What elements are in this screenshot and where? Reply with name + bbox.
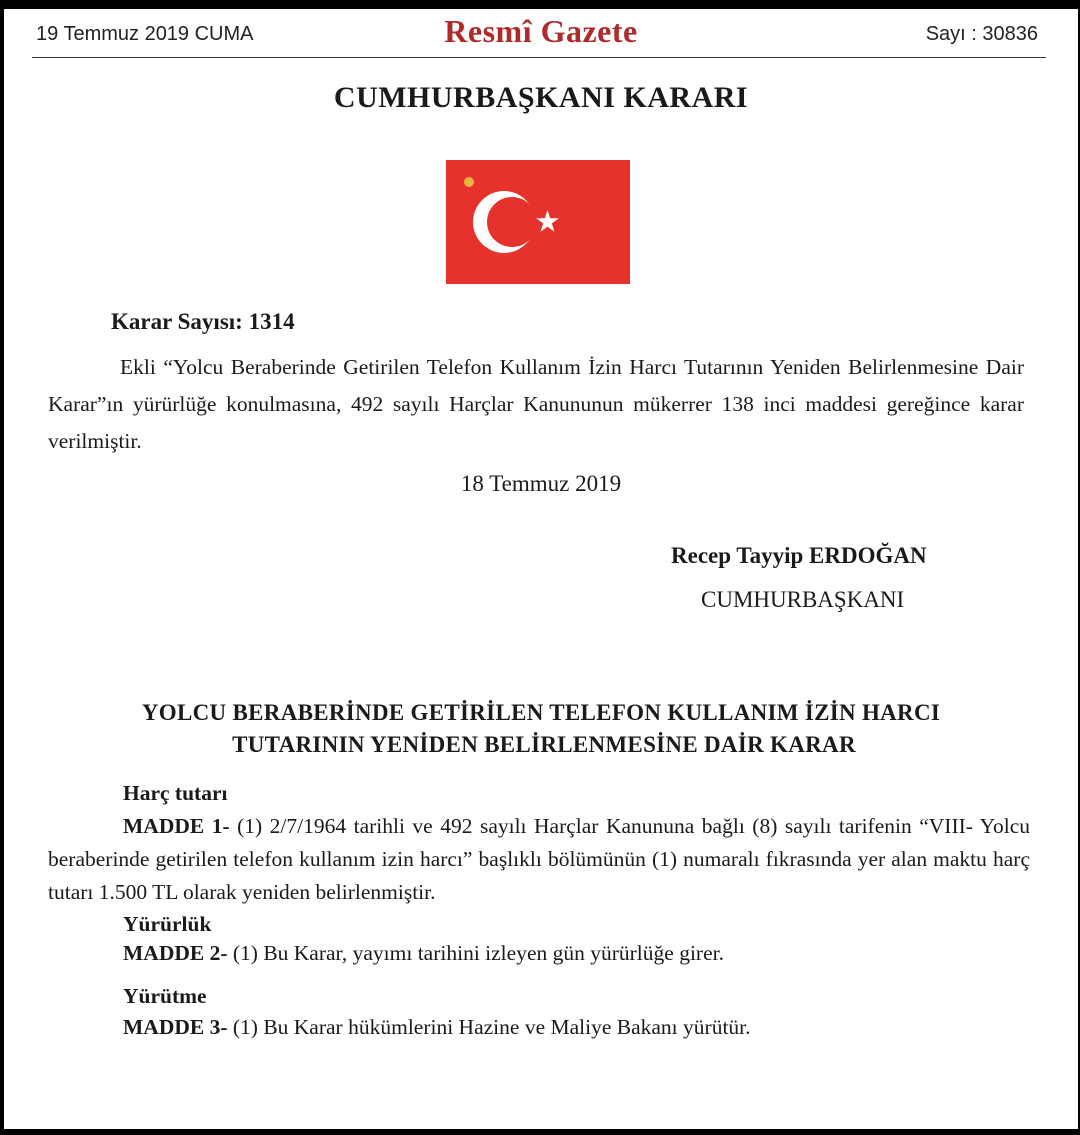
annex-title-line-1: YOLCU BERABERİNDE GETİRİLEN TELEFON KULLANIM İZİN HARCI [141,700,941,725]
article-3-body: (1) Bu Karar hükümlerini Hazine ve Maliye Bakanı yürütür. [227,1015,751,1039]
article-1-heading: Harç tutarı [123,781,228,805]
decree-preamble: Ekli “Yolcu Beraberinde Getirilen Telefon Kullanım İzin Harcı Tutarının Yeniden Belirlenmesine Dair Karar”ın yürürlüğe konulmasına, 492 sayılı Harçlar Kanununun mükerrer 138 inci maddesi gereğince karar verilmiştir. [48,355,1024,453]
article-3-label: MADDE 3- [123,1015,228,1039]
annex-title-line-2: TUTARININ YENİDEN BELİRLENMESİNE DAİR KARAR [232,732,856,757]
gazette-page [4,9,1078,1129]
article-1-body: (1) 2/7/1964 tarihli ve 492 sayılı Harçlar Kanununa bağlı (8) sayılı tarifenin “VIII- Yolcu beraberinde getirilen telefon kullanım izin harcı” başlıklı bölümünün (1) numaralı fıkrasında yer alan maktu harç tutarı 1.500 TL olarak yeniden belirlenmiştir. [48,814,1031,904]
decree-number: Karar Sayısı: 1314 [111,309,295,334]
masthead-issue-number: Sayı : 30836 [925,23,1038,45]
article-2-body: (1) Bu Karar, yayımı tarihini izleyen gün yürürlüğe girer. [227,941,724,965]
article-1-label: MADDE 1- [123,814,230,838]
article-2-label: MADDE 2- [123,941,228,965]
article-2-heading: Yürürlük [123,912,212,936]
flag-accent-dot [464,177,474,187]
decree-date: 18 Temmuz 2019 [460,471,622,496]
signatory-name: Recep Tayyip ERDOĞAN [671,543,927,568]
turkish-flag-icon [446,160,630,284]
masthead-title: Resmî Gazete [444,13,638,49]
signatory-title: CUMHURBAŞKANI [701,587,905,612]
article-3-text [48,1011,1030,1044]
masthead-date: 19 Temmuz 2019 CUMA [36,23,254,45]
masthead-divider [32,57,1046,58]
annex-title [4,697,1078,761]
article-1-text [48,810,1030,909]
article-3-heading: Yürütme [123,984,207,1008]
article-2-text [48,937,1030,970]
decree-heading: CUMHURBAŞKANI KARARI [333,81,749,114]
flag-crescent-inner [487,197,537,247]
